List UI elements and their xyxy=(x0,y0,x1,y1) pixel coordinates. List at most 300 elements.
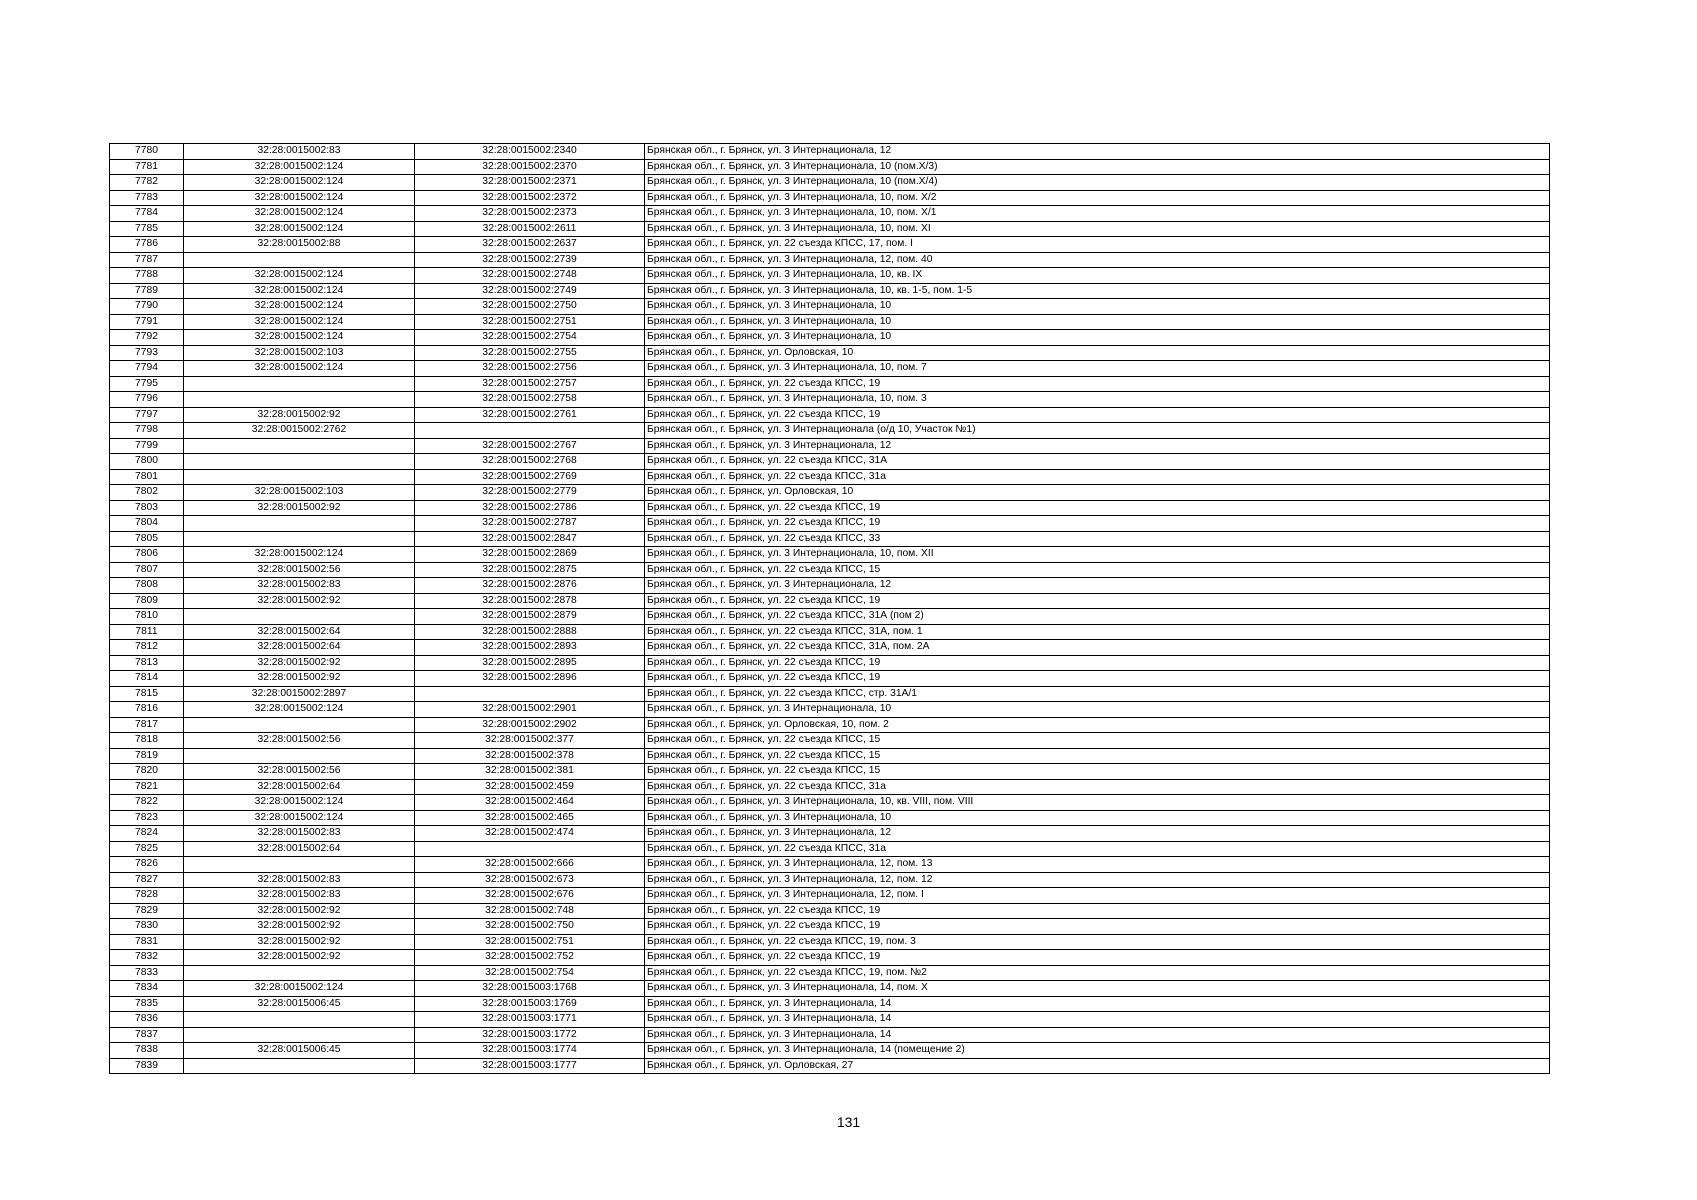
parent-cadastral-number-cell: 32:28:0015002:56 xyxy=(184,562,415,578)
row-number-cell: 7789 xyxy=(110,283,184,299)
row-number-cell: 7788 xyxy=(110,268,184,284)
row-number-cell: 7823 xyxy=(110,810,184,826)
parent-cadastral-number-cell: 32:28:0015002:64 xyxy=(184,779,415,795)
parent-cadastral-number-cell xyxy=(184,857,415,873)
parent-cadastral-number-cell xyxy=(184,438,415,454)
cadastral-table-body xyxy=(110,144,1550,1074)
table-row xyxy=(110,640,1550,656)
address-cell: Брянская обл., г. Брянск, ул. 3 Интернационала, 10, пом. 7 xyxy=(645,361,1550,377)
row-number-cell: 7827 xyxy=(110,872,184,888)
address-cell: Брянская обл., г. Брянск, ул. 3 Интернационала, 14 xyxy=(645,1027,1550,1043)
row-number-cell: 7786 xyxy=(110,237,184,253)
cadastral-number-cell: 32:28:0015002:2878 xyxy=(415,593,645,609)
table-row xyxy=(110,423,1550,439)
cadastral-number-cell: 32:28:0015002:459 xyxy=(415,779,645,795)
parent-cadastral-number-cell: 32:28:0015002:124 xyxy=(184,206,415,222)
table-row xyxy=(110,841,1550,857)
parent-cadastral-number-cell xyxy=(184,609,415,625)
cadastral-number-cell: 32:28:0015002:676 xyxy=(415,888,645,904)
table-row xyxy=(110,314,1550,330)
cadastral-number-cell: 32:28:0015003:1769 xyxy=(415,996,645,1012)
address-cell: Брянская обл., г. Брянск, ул. 22 съезда КПСС, 31А (пом 2) xyxy=(645,609,1550,625)
table-row xyxy=(110,888,1550,904)
row-number-cell: 7782 xyxy=(110,175,184,191)
address-cell: Брянская обл., г. Брянск, ул. 3 Интернационала, 10, пом. XII xyxy=(645,547,1550,563)
address-cell: Брянская обл., г. Брянск, ул. 22 съезда КПСС, 31А, пом. 2А xyxy=(645,640,1550,656)
cadastral-number-cell: 32:28:0015002:754 xyxy=(415,965,645,981)
cadastral-number-cell: 32:28:0015002:2767 xyxy=(415,438,645,454)
row-number-cell: 7785 xyxy=(110,221,184,237)
parent-cadastral-number-cell: 32:28:0015002:124 xyxy=(184,299,415,315)
parent-cadastral-number-cell: 32:28:0015002:92 xyxy=(184,593,415,609)
parent-cadastral-number-cell: 32:28:0015002:124 xyxy=(184,268,415,284)
cadastral-number-cell: 32:28:0015002:2869 xyxy=(415,547,645,563)
cadastral-number-cell: 32:28:0015002:2875 xyxy=(415,562,645,578)
table-row xyxy=(110,981,1550,997)
cadastral-number-cell: 32:28:0015002:2370 xyxy=(415,159,645,175)
cadastral-number-cell: 32:28:0015002:2893 xyxy=(415,640,645,656)
row-number-cell: 7780 xyxy=(110,144,184,160)
address-cell: Брянская обл., г. Брянск, ул. Орловская, 10 xyxy=(645,345,1550,361)
cadastral-number-cell: 32:28:0015003:1774 xyxy=(415,1043,645,1059)
address-cell: Брянская обл., г. Брянск, ул. 3 Интернационала, 12 xyxy=(645,826,1550,842)
cadastral-number-cell: 32:28:0015002:2787 xyxy=(415,516,645,532)
table-row xyxy=(110,345,1550,361)
row-number-cell: 7792 xyxy=(110,330,184,346)
parent-cadastral-number-cell: 32:28:0015002:124 xyxy=(184,361,415,377)
table-row xyxy=(110,361,1550,377)
address-cell: Брянская обл., г. Брянск, ул. 22 съезда КПСС, 33 xyxy=(645,531,1550,547)
row-number-cell: 7831 xyxy=(110,934,184,950)
address-cell: Брянская обл., г. Брянск, ул. 3 Интернационала, 10 xyxy=(645,299,1550,315)
cadastral-number-cell: 32:28:0015003:1772 xyxy=(415,1027,645,1043)
parent-cadastral-number-cell: 32:28:0015002:124 xyxy=(184,702,415,718)
table-row xyxy=(110,237,1550,253)
row-number-cell: 7795 xyxy=(110,376,184,392)
row-number-cell: 7833 xyxy=(110,965,184,981)
cadastral-number-cell: 32:28:0015002:2754 xyxy=(415,330,645,346)
address-cell: Брянская обл., г. Брянск, ул. 3 Интернационала, 10 xyxy=(645,314,1550,330)
table-row xyxy=(110,531,1550,547)
cadastral-number-cell: 32:28:0015002:2761 xyxy=(415,407,645,423)
row-number-cell: 7821 xyxy=(110,779,184,795)
page-number: 131 xyxy=(836,1114,861,1130)
row-number-cell: 7839 xyxy=(110,1058,184,1074)
cadastral-number-cell: 32:28:0015002:377 xyxy=(415,733,645,749)
address-cell: Брянская обл., г. Брянск, ул. 22 съезда КПСС, 15 xyxy=(645,764,1550,780)
row-number-cell: 7801 xyxy=(110,469,184,485)
parent-cadastral-number-cell: 32:28:0015002:124 xyxy=(184,283,415,299)
table-row xyxy=(110,252,1550,268)
table-row xyxy=(110,175,1550,191)
table-row xyxy=(110,996,1550,1012)
table-row xyxy=(110,190,1550,206)
table-row xyxy=(110,748,1550,764)
table-row xyxy=(110,221,1550,237)
address-cell: Брянская обл., г. Брянск, ул. 3 Интернационала, 14, пом. X xyxy=(645,981,1550,997)
cadastral-number-cell: 32:28:0015002:381 xyxy=(415,764,645,780)
row-number-cell: 7807 xyxy=(110,562,184,578)
table-row xyxy=(110,872,1550,888)
cadastral-number-cell: 32:28:0015002:2637 xyxy=(415,237,645,253)
parent-cadastral-number-cell: 32:28:0015002:56 xyxy=(184,764,415,780)
address-cell: Брянская обл., г. Брянск, ул. 22 съезда КПСС, 19 xyxy=(645,919,1550,935)
table-row xyxy=(110,159,1550,175)
parent-cadastral-number-cell xyxy=(184,252,415,268)
parent-cadastral-number-cell xyxy=(184,965,415,981)
cadastral-number-cell: 32:28:0015002:2901 xyxy=(415,702,645,718)
cadastral-number-cell: 32:28:0015002:2768 xyxy=(415,454,645,470)
address-cell: Брянская обл., г. Брянск, ул. 22 съезда КПСС, 19, пом. 3 xyxy=(645,934,1550,950)
cadastral-number-cell xyxy=(415,841,645,857)
parent-cadastral-number-cell: 32:28:0015002:124 xyxy=(184,159,415,175)
parent-cadastral-number-cell xyxy=(184,1027,415,1043)
table-row xyxy=(110,454,1550,470)
cadastral-number-cell xyxy=(415,686,645,702)
address-cell: Брянская обл., г. Брянск, ул. 3 Интернационала, 12, пом. 40 xyxy=(645,252,1550,268)
row-number-cell: 7828 xyxy=(110,888,184,904)
address-cell: Брянская обл., г. Брянск, ул. 3 Интернационала, 10 xyxy=(645,702,1550,718)
parent-cadastral-number-cell xyxy=(184,748,415,764)
cadastral-number-cell: 32:28:0015002:465 xyxy=(415,810,645,826)
parent-cadastral-number-cell: 32:28:0015002:92 xyxy=(184,671,415,687)
parent-cadastral-number-cell: 32:28:0015002:2762 xyxy=(184,423,415,439)
cadastral-number-cell: 32:28:0015002:2847 xyxy=(415,531,645,547)
parent-cadastral-number-cell: 32:28:0015002:92 xyxy=(184,919,415,935)
cadastral-number-cell: 32:28:0015002:2750 xyxy=(415,299,645,315)
row-number-cell: 7808 xyxy=(110,578,184,594)
row-number-cell: 7798 xyxy=(110,423,184,439)
table-row xyxy=(110,469,1550,485)
parent-cadastral-number-cell: 32:28:0015002:124 xyxy=(184,981,415,997)
cadastral-number-cell: 32:28:0015002:2372 xyxy=(415,190,645,206)
cadastral-number-cell: 32:28:0015002:2769 xyxy=(415,469,645,485)
table-row xyxy=(110,609,1550,625)
table-row xyxy=(110,562,1550,578)
cadastral-number-cell: 32:28:0015002:750 xyxy=(415,919,645,935)
row-number-cell: 7820 xyxy=(110,764,184,780)
row-number-cell: 7811 xyxy=(110,624,184,640)
table-row xyxy=(110,578,1550,594)
parent-cadastral-number-cell: 32:28:0015006:45 xyxy=(184,1043,415,1059)
table-row xyxy=(110,376,1550,392)
cadastral-number-cell: 32:28:0015002:2902 xyxy=(415,717,645,733)
table-row xyxy=(110,283,1550,299)
table-row xyxy=(110,779,1550,795)
row-number-cell: 7817 xyxy=(110,717,184,733)
row-number-cell: 7835 xyxy=(110,996,184,1012)
row-number-cell: 7809 xyxy=(110,593,184,609)
address-cell: Брянская обл., г. Брянск, ул. 22 съезда КПСС, 19 xyxy=(645,407,1550,423)
parent-cadastral-number-cell: 32:28:0015002:92 xyxy=(184,655,415,671)
parent-cadastral-number-cell: 32:28:0015002:103 xyxy=(184,345,415,361)
row-number-cell: 7826 xyxy=(110,857,184,873)
address-cell: Брянская обл., г. Брянск, ул. 3 Интернационала, 10, пом. XI xyxy=(645,221,1550,237)
row-number-cell: 7787 xyxy=(110,252,184,268)
row-number-cell: 7793 xyxy=(110,345,184,361)
parent-cadastral-number-cell: 32:28:0015002:64 xyxy=(184,624,415,640)
address-cell: Брянская обл., г. Брянск, ул. 22 съезда КПСС, 19 xyxy=(645,671,1550,687)
cadastral-number-cell: 32:28:0015002:2895 xyxy=(415,655,645,671)
parent-cadastral-number-cell: 32:28:0015002:124 xyxy=(184,221,415,237)
row-number-cell: 7800 xyxy=(110,454,184,470)
row-number-cell: 7814 xyxy=(110,671,184,687)
address-cell: Брянская обл., г. Брянск, ул. 3 Интернационала, 10, пом. 3 xyxy=(645,392,1550,408)
table-row xyxy=(110,934,1550,950)
row-number-cell: 7838 xyxy=(110,1043,184,1059)
cadastral-number-cell: 32:28:0015002:2373 xyxy=(415,206,645,222)
parent-cadastral-number-cell: 32:28:0015002:92 xyxy=(184,934,415,950)
parent-cadastral-number-cell xyxy=(184,376,415,392)
parent-cadastral-number-cell: 32:28:0015002:56 xyxy=(184,733,415,749)
address-cell: Брянская обл., г. Брянск, ул. 22 съезда КПСС, 19 xyxy=(645,500,1550,516)
parent-cadastral-number-cell: 32:28:0015002:92 xyxy=(184,903,415,919)
parent-cadastral-number-cell: 32:28:0015002:83 xyxy=(184,888,415,904)
parent-cadastral-number-cell: 32:28:0015002:124 xyxy=(184,175,415,191)
address-cell: Брянская обл., г. Брянск, ул. Орловская, 10 xyxy=(645,485,1550,501)
table-row xyxy=(110,299,1550,315)
row-number-cell: 7804 xyxy=(110,516,184,532)
parent-cadastral-number-cell xyxy=(184,454,415,470)
parent-cadastral-number-cell: 32:28:0015002:88 xyxy=(184,237,415,253)
cadastral-number-cell: 32:28:0015002:2896 xyxy=(415,671,645,687)
address-cell: Брянская обл., г. Брянск, ул. 3 Интернационала, 14 xyxy=(645,996,1550,1012)
table-row xyxy=(110,206,1550,222)
table-row xyxy=(110,1058,1550,1074)
table-row xyxy=(110,1012,1550,1028)
address-cell: Брянская обл., г. Брянск, ул. 3 Интернационала, 10 xyxy=(645,330,1550,346)
parent-cadastral-number-cell: 32:28:0015002:64 xyxy=(184,640,415,656)
address-cell: Брянская обл., г. Брянск, ул. 3 Интернационала, 14 xyxy=(645,1012,1550,1028)
row-number-cell: 7822 xyxy=(110,795,184,811)
parent-cadastral-number-cell xyxy=(184,1058,415,1074)
address-cell: Брянская обл., г. Брянск, ул. 22 съезда КПСС, 19 xyxy=(645,903,1550,919)
address-cell: Брянская обл., г. Брянск, ул. 3 Интернационала, 10, кв. IX xyxy=(645,268,1550,284)
parent-cadastral-number-cell: 32:28:0015002:124 xyxy=(184,795,415,811)
row-number-cell: 7797 xyxy=(110,407,184,423)
address-cell: Брянская обл., г. Брянск, ул. 22 съезда КПСС, 19 xyxy=(645,516,1550,532)
address-cell: Брянская обл., г. Брянск, ул. 22 съезда КПСС, 15 xyxy=(645,748,1550,764)
address-cell: Брянская обл., г. Брянск, ул. 3 Интернационала, 12, пом. 13 xyxy=(645,857,1550,873)
cadastral-number-cell: 32:28:0015002:2371 xyxy=(415,175,645,191)
cadastral-number-cell: 32:28:0015002:748 xyxy=(415,903,645,919)
parent-cadastral-number-cell: 32:28:0015002:124 xyxy=(184,810,415,826)
row-number-cell: 7805 xyxy=(110,531,184,547)
row-number-cell: 7802 xyxy=(110,485,184,501)
cadastral-number-cell: 32:28:0015002:2739 xyxy=(415,252,645,268)
table-row xyxy=(110,392,1550,408)
parent-cadastral-number-cell: 32:28:0015002:124 xyxy=(184,314,415,330)
parent-cadastral-number-cell: 32:28:0015002:92 xyxy=(184,407,415,423)
row-number-cell: 7837 xyxy=(110,1027,184,1043)
address-cell: Брянская обл., г. Брянск, ул. 22 съезда КПСС, 19 xyxy=(645,655,1550,671)
cadastral-number-cell: 32:28:0015002:2611 xyxy=(415,221,645,237)
table-row xyxy=(110,919,1550,935)
address-cell: Брянская обл., г. Брянск, ул. 22 съезда КПСС, 19, пом. №2 xyxy=(645,965,1550,981)
cadastral-number-cell: 32:28:0015002:2876 xyxy=(415,578,645,594)
cadastral-table xyxy=(109,143,1550,1074)
row-number-cell: 7781 xyxy=(110,159,184,175)
address-cell: Брянская обл., г. Брянск, ул. 22 съезда КПСС, 15 xyxy=(645,733,1550,749)
row-number-cell: 7784 xyxy=(110,206,184,222)
address-cell: Брянская обл., г. Брянск, ул. 3 Интернационала (о/д 10, Участок №1) xyxy=(645,423,1550,439)
parent-cadastral-number-cell xyxy=(184,392,415,408)
table-row xyxy=(110,1027,1550,1043)
parent-cadastral-number-cell xyxy=(184,1012,415,1028)
table-row xyxy=(110,810,1550,826)
cadastral-number-cell: 32:28:0015002:2340 xyxy=(415,144,645,160)
cadastral-number-cell: 32:28:0015002:2888 xyxy=(415,624,645,640)
table-row xyxy=(110,485,1550,501)
cadastral-number-cell: 32:28:0015002:2758 xyxy=(415,392,645,408)
parent-cadastral-number-cell: 32:28:0015002:103 xyxy=(184,485,415,501)
row-number-cell: 7803 xyxy=(110,500,184,516)
address-cell: Брянская обл., г. Брянск, ул. 22 съезда КПСС, 31а xyxy=(645,779,1550,795)
parent-cadastral-number-cell: 32:28:0015002:2897 xyxy=(184,686,415,702)
row-number-cell: 7790 xyxy=(110,299,184,315)
address-cell: Брянская обл., г. Брянск, ул. 3 Интернационала, 10, пом. X/1 xyxy=(645,206,1550,222)
address-cell: Брянская обл., г. Брянск, ул. 22 съезда КПСС, 31А, пом. 1 xyxy=(645,624,1550,640)
address-cell: Брянская обл., г. Брянск, ул. 3 Интернационала, 12 xyxy=(645,144,1550,160)
table-row xyxy=(110,903,1550,919)
table-row xyxy=(110,717,1550,733)
table-row xyxy=(110,438,1550,454)
address-cell: Брянская обл., г. Брянск, ул. 3 Интернационала, 12 xyxy=(645,438,1550,454)
cadastral-number-cell: 32:28:0015002:2755 xyxy=(415,345,645,361)
parent-cadastral-number-cell: 32:28:0015002:92 xyxy=(184,950,415,966)
table-row xyxy=(110,1043,1550,1059)
table-row xyxy=(110,547,1550,563)
row-number-cell: 7783 xyxy=(110,190,184,206)
parent-cadastral-number-cell xyxy=(184,531,415,547)
cadastral-number-cell: 32:28:0015002:474 xyxy=(415,826,645,842)
cadastral-number-cell: 32:28:0015002:752 xyxy=(415,950,645,966)
row-number-cell: 7810 xyxy=(110,609,184,625)
row-number-cell: 7813 xyxy=(110,655,184,671)
parent-cadastral-number-cell: 32:28:0015002:83 xyxy=(184,578,415,594)
table-row xyxy=(110,686,1550,702)
address-cell: Брянская обл., г. Брянск, ул. 22 съезда КПСС, 19 xyxy=(645,950,1550,966)
address-cell: Брянская обл., г. Брянск, ул. 22 съезда КПСС, 31а xyxy=(645,841,1550,857)
address-cell: Брянская обл., г. Брянск, ул. 22 съезда КПСС, 19 xyxy=(645,593,1550,609)
address-cell: Брянская обл., г. Брянск, ул. 3 Интернационала, 10 (пом.X/3) xyxy=(645,159,1550,175)
row-number-cell: 7796 xyxy=(110,392,184,408)
cadastral-number-cell: 32:28:0015002:2786 xyxy=(415,500,645,516)
cadastral-number-cell: 32:28:0015002:2879 xyxy=(415,609,645,625)
address-cell: Брянская обл., г. Брянск, ул. 22 съезда КПСС, 17, пом. I xyxy=(645,237,1550,253)
address-cell: Брянская обл., г. Брянск, ул. 3 Интернационала, 10, кв. 1-5, пом. 1-5 xyxy=(645,283,1550,299)
cadastral-number-cell: 32:28:0015002:2749 xyxy=(415,283,645,299)
cadastral-number-cell xyxy=(415,423,645,439)
table-row xyxy=(110,407,1550,423)
parent-cadastral-number-cell: 32:28:0015002:64 xyxy=(184,841,415,857)
row-number-cell: 7829 xyxy=(110,903,184,919)
cadastral-number-cell: 32:28:0015002:2757 xyxy=(415,376,645,392)
parent-cadastral-number-cell: 32:28:0015002:83 xyxy=(184,872,415,888)
table-row xyxy=(110,671,1550,687)
table-row xyxy=(110,500,1550,516)
address-cell: Брянская обл., г. Брянск, ул. 22 съезда КПСС, 31А xyxy=(645,454,1550,470)
cadastral-number-cell: 32:28:0015002:751 xyxy=(415,934,645,950)
parent-cadastral-number-cell xyxy=(184,469,415,485)
row-number-cell: 7806 xyxy=(110,547,184,563)
table-row xyxy=(110,733,1550,749)
address-cell: Брянская обл., г. Брянск, ул. 3 Интернационала, 12 xyxy=(645,578,1550,594)
parent-cadastral-number-cell: 32:28:0015002:83 xyxy=(184,144,415,160)
table-row xyxy=(110,702,1550,718)
table-row xyxy=(110,764,1550,780)
address-cell: Брянская обл., г. Брянск, ул. Орловская, 10, пом. 2 xyxy=(645,717,1550,733)
parent-cadastral-number-cell: 32:28:0015002:83 xyxy=(184,826,415,842)
parent-cadastral-number-cell: 32:28:0015002:124 xyxy=(184,547,415,563)
row-number-cell: 7794 xyxy=(110,361,184,377)
row-number-cell: 7791 xyxy=(110,314,184,330)
address-cell: Брянская обл., г. Брянск, ул. 22 съезда КПСС, стр. 31А/1 xyxy=(645,686,1550,702)
row-number-cell: 7815 xyxy=(110,686,184,702)
parent-cadastral-number-cell: 32:28:0015002:124 xyxy=(184,330,415,346)
row-number-cell: 7834 xyxy=(110,981,184,997)
table-row xyxy=(110,950,1550,966)
cadastral-number-cell: 32:28:0015002:2751 xyxy=(415,314,645,330)
table-row xyxy=(110,330,1550,346)
cadastral-number-cell: 32:28:0015003:1771 xyxy=(415,1012,645,1028)
cadastral-number-cell: 32:28:0015003:1768 xyxy=(415,981,645,997)
row-number-cell: 7799 xyxy=(110,438,184,454)
address-cell: Брянская обл., г. Брянск, ул. 3 Интернационала, 10, кв. VIII, пом. VIII xyxy=(645,795,1550,811)
table-row xyxy=(110,857,1550,873)
parent-cadastral-number-cell xyxy=(184,516,415,532)
cadastral-number-cell: 32:28:0015002:2756 xyxy=(415,361,645,377)
address-cell: Брянская обл., г. Брянск, ул. Орловская, 27 xyxy=(645,1058,1550,1074)
address-cell: Брянская обл., г. Брянск, ул. 22 съезда КПСС, 15 xyxy=(645,562,1550,578)
cadastral-number-cell: 32:28:0015002:666 xyxy=(415,857,645,873)
row-number-cell: 7830 xyxy=(110,919,184,935)
row-number-cell: 7832 xyxy=(110,950,184,966)
table-row xyxy=(110,965,1550,981)
cadastral-number-cell: 32:28:0015002:464 xyxy=(415,795,645,811)
address-cell: Брянская обл., г. Брянск, ул. 3 Интернационала, 12, пом. I xyxy=(645,888,1550,904)
address-cell: Брянская обл., г. Брянск, ул. 22 съезда КПСС, 31а xyxy=(645,469,1550,485)
table-row xyxy=(110,516,1550,532)
parent-cadastral-number-cell: 32:28:0015006:45 xyxy=(184,996,415,1012)
cadastral-number-cell: 32:28:0015003:1777 xyxy=(415,1058,645,1074)
row-number-cell: 7816 xyxy=(110,702,184,718)
parent-cadastral-number-cell: 32:28:0015002:124 xyxy=(184,190,415,206)
address-cell: Брянская обл., г. Брянск, ул. 3 Интернационала, 14 (помещение 2) xyxy=(645,1043,1550,1059)
parent-cadastral-number-cell xyxy=(184,717,415,733)
address-cell: Брянская обл., г. Брянск, ул. 22 съезда КПСС, 19 xyxy=(645,376,1550,392)
row-number-cell: 7812 xyxy=(110,640,184,656)
table-row xyxy=(110,795,1550,811)
address-cell: Брянская обл., г. Брянск, ул. 3 Интернационала, 12, пом. 12 xyxy=(645,872,1550,888)
address-cell: Брянская обл., г. Брянск, ул. 3 Интернационала, 10 xyxy=(645,810,1550,826)
table-row xyxy=(110,826,1550,842)
table-row xyxy=(110,624,1550,640)
cadastral-number-cell: 32:28:0015002:378 xyxy=(415,748,645,764)
row-number-cell: 7818 xyxy=(110,733,184,749)
row-number-cell: 7824 xyxy=(110,826,184,842)
row-number-cell: 7825 xyxy=(110,841,184,857)
cadastral-number-cell: 32:28:0015002:2779 xyxy=(415,485,645,501)
table-row xyxy=(110,144,1550,160)
address-cell: Брянская обл., г. Брянск, ул. 3 Интернационала, 10, пом. X/2 xyxy=(645,190,1550,206)
cadastral-number-cell: 32:28:0015002:673 xyxy=(415,872,645,888)
cadastral-number-cell: 32:28:0015002:2748 xyxy=(415,268,645,284)
row-number-cell: 7836 xyxy=(110,1012,184,1028)
table-row xyxy=(110,655,1550,671)
parent-cadastral-number-cell: 32:28:0015002:92 xyxy=(184,500,415,516)
row-number-cell: 7819 xyxy=(110,748,184,764)
